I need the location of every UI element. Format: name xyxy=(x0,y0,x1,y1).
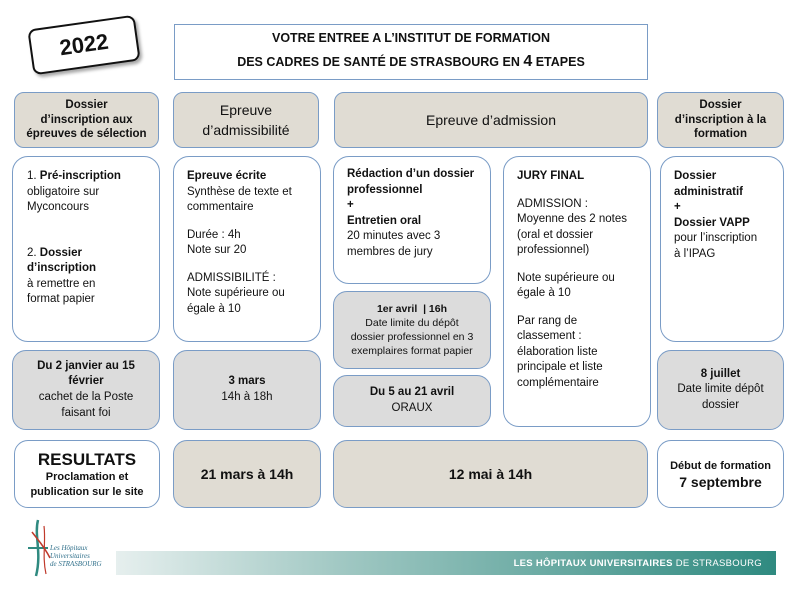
card-dossier-professionnel: Rédaction d’un dossier professionnel + Entretien oral 20 minutes avec 3 membres de jury xyxy=(333,156,491,284)
results-box: RESULTATS Proclamation et publication sur le site xyxy=(14,440,160,508)
date-epreuve-ecrite: 3 mars 14h à 18h xyxy=(173,350,321,430)
oraux-dates: Du 5 au 21 avril ORAUX xyxy=(333,375,491,427)
step-dossier-inscription: 2. Dossier d’inscription à remettre en format papier xyxy=(27,246,96,306)
title-line-2: DES CADRES DE SANTÉ DE STRASBOURG EN 4 ETAPES xyxy=(237,53,585,71)
title-step-count: 4 xyxy=(523,53,533,71)
result-admission-date: 12 mai à 14h xyxy=(333,440,648,508)
deadline-dossier-professionnel: 1er avril | 16h Date limite du dépôt dossier professionnel en 3 exemplaires format papier xyxy=(333,291,491,369)
header-inscription-formation: Dossier d’inscription à la formation xyxy=(657,92,784,148)
footer-banner: LES HÔPITAUX UNIVERSITAIRES DE STRASBOURG xyxy=(116,551,776,575)
card-preinscription xyxy=(12,156,160,342)
formation-start-box: Début de formation 7 septembre xyxy=(657,440,784,508)
card-epreuve-ecrite: Epreuve écrite Synthèse de texte et commentaire Durée : 4h Note sur 20 ADMISSIBILITÉ : Note supérieure ou égale à 10 xyxy=(173,156,321,342)
header-inscription-selection: Dossier d’inscription aux épreuves de sélection xyxy=(14,92,159,148)
header-admission: Epreuve d’admission xyxy=(334,92,648,148)
year-badge: 2022 xyxy=(27,15,140,76)
card-jury-final: JURY FINAL ADMISSION : Moyenne des 2 notes (oral et dossier professionnel) Note supérieure ou égale à 10 Par rang de classement : élaboration liste principale et liste complémentaire xyxy=(503,156,651,427)
epreuve-ecrite-title: Epreuve écrite xyxy=(187,170,267,182)
date-dossier-administratif: 8 juillet Date limite dépôt dossier xyxy=(657,350,784,430)
results-title: RESULTATS xyxy=(37,450,137,470)
hus-logo xyxy=(22,518,112,580)
header-admissibilite: Epreuve d’admissibilité xyxy=(173,92,319,148)
jury-final-title: JURY FINAL xyxy=(517,170,585,182)
hus-logo-text: Les Hôpitaux Universitaires de STRASBOURG xyxy=(50,544,102,569)
step-preinscription: 1. Pré-inscription obligatoire sur Myconcours xyxy=(27,170,121,214)
date-inscription: Du 2 janvier au 15 février cachet de la Poste faisant foi xyxy=(12,350,160,430)
result-admissibilite-date: 21 mars à 14h xyxy=(173,440,321,508)
card-dossier-administratif: Dossier administratif + Dossier VAPP pour l’inscription à l’IPAG xyxy=(660,156,784,342)
formation-start-date: 7 septembre xyxy=(679,474,762,491)
page-title xyxy=(174,24,648,80)
title-line-1: VOTRE ENTREE A L’INSTITUT DE FORMATION xyxy=(271,31,550,46)
